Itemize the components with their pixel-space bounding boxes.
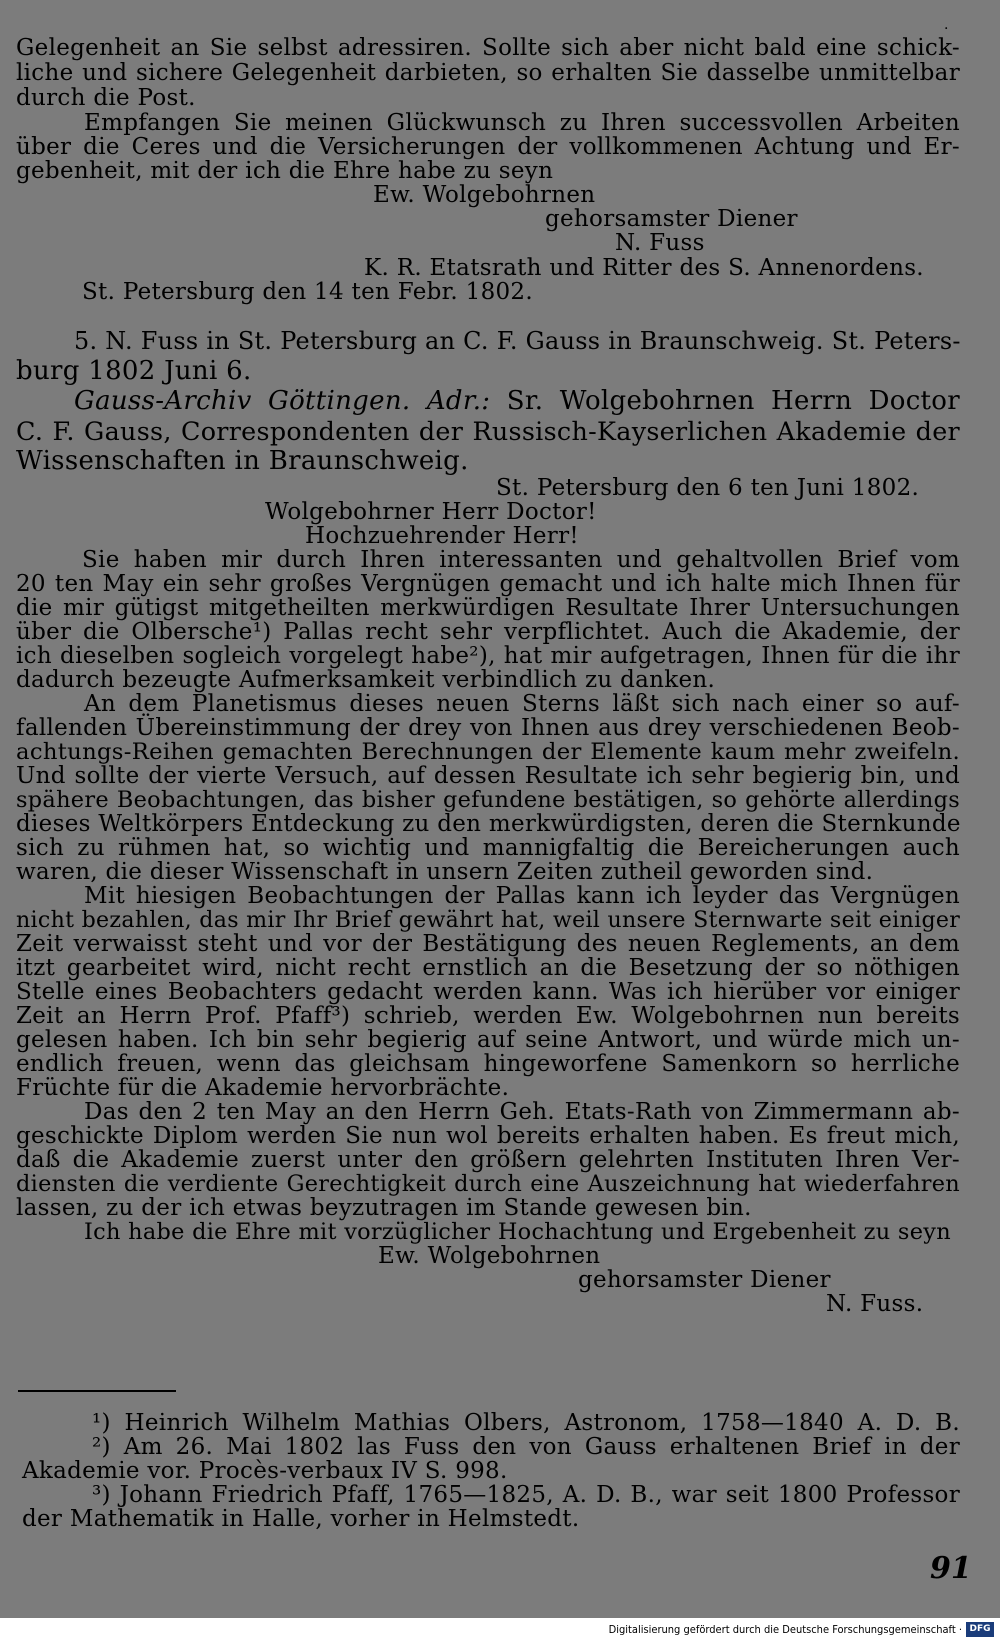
body-line: geschickte Diplom werden Sie nun wol bereits erhalten haben. Es freut mich,	[16, 1123, 960, 1149]
page-number: 91	[930, 1551, 972, 1586]
body-line: Das den 2 ten May an den Herrn Geh. Etats-Rath von Zimmermann ab-	[84, 1099, 960, 1125]
body-line: waren, die dieser Wissenschaft in unsern Zeiten zutheil geworden sind.	[16, 859, 874, 885]
footnote-line: ¹) Heinrich Wilhelm Mathias Olbers, Astronom, 1758—1840 A. D. B.	[92, 1410, 960, 1436]
body-line: Sie haben mir durch Ihren interessanten und gehaltvollen Brief vom	[82, 547, 960, 573]
footnote-line: ²) Am 26. Mai 1802 las Fuss den von Gauss erhaltenen Brief in der	[92, 1434, 960, 1460]
body-line: Mit hiesigen Beobachtungen der Pallas kann ich leyder das Vergnügen	[84, 883, 960, 909]
body-line: daß die Akademie zuerst unter den größern gelehrten Instituten Ihren Ver-	[16, 1147, 960, 1173]
address-text: Sr. Wolgebohrnen Herrn Doctor	[490, 386, 960, 416]
body-line: sich zu rühmen hat, so wichtig und mannigfaltig die Bereicherungen auch	[16, 835, 960, 861]
corner-mark: ·	[944, 21, 949, 37]
body-line: nicht bezahlen, das mir Ihr Brief gewährt hat, weil unsere Sternwarte seit einiger	[16, 907, 961, 933]
address-line: C. F. Gauss, Correspondenten der Russisch-Kayserlichen Akademie der	[16, 416, 960, 446]
text-line: Empfangen Sie meinen Glückwunsch zu Ihren successvollen Arbeiten	[84, 110, 960, 136]
body-line: Zeit an Herrn Prof. Pfaff³) schrieb, werden Ew. Wolgebohrnen nun bereits	[16, 1003, 960, 1029]
body-line: Zeit verwaisst steht und vor der Bestätigung des neuen Reglements, an dem	[16, 931, 960, 957]
body-line: dadurch bezeugte Aufmerksamkeit verbindlich zu danken.	[16, 667, 716, 693]
greeting: Hochzuehrender Herr!	[305, 523, 579, 549]
body-line: gelesen haben. Ich bin sehr begierig auf seine Antwort, und würde mich un-	[16, 1027, 960, 1053]
body-line: spähere Beobachtungen, das bisher gefundene bestätigen, so gehörte allerdings	[16, 787, 960, 813]
body-line: achtungs-Reihen gemachten Berechnungen der Elemente kaum mehr zweifeln.	[16, 739, 960, 765]
body-line: diensten die verdiente Gerechtigkeit durch eine Auszeichnung hat wiederfahren	[16, 1171, 960, 1197]
archive-address-line	[74, 386, 960, 416]
greeting: Wolgebohrner Herr Doctor!	[265, 499, 597, 525]
text-line: durch die Post.	[16, 85, 196, 111]
archive-reference: Gauss-Archiv Göttingen. Adr.:	[74, 386, 491, 416]
closing: gehorsamster Diener	[578, 1267, 831, 1293]
body-line: lassen, zu der ich etwas beyzutragen im Stande gewesen bin.	[16, 1195, 752, 1221]
body-line: 20 ten May ein sehr großes Vergnügen gemacht und ich halte mich Ihnen für	[16, 571, 960, 597]
text-line: Gelegenheit an Sie selbst adressiren. Sollte sich aber nicht bald eine schick-	[16, 35, 960, 61]
salutation: Ew. Wolgebohrnen	[378, 1243, 601, 1269]
signatory-title: K. R. Etatsrath und Ritter des S. Annenordens.	[364, 255, 924, 281]
body-line: An dem Planetismus dieses neuen Sterns läßt sich nach einer so auf-	[84, 691, 960, 717]
letter-heading-line: 5. N. Fuss in St. Petersburg an C. F. Gauss in Braunschweig. St. Peters-	[74, 327, 961, 355]
body-line: über die Olbersche¹) Pallas recht sehr verpflichtet. Auch die Akademie, der	[16, 619, 960, 645]
signature: N. Fuss	[615, 230, 705, 256]
footnote-line: ³) Johann Friedrich Pfaff, 1765—1825, A. D. B., war seit 1800 Professor	[92, 1482, 960, 1508]
footnote-line: Akademie vor. Procès-verbaux IV S. 998.	[22, 1458, 508, 1484]
body-line: Und sollte der vierte Versuch, auf dessen Resultate ich sehr begierig bin, und	[16, 763, 960, 789]
date-line: St. Petersburg den 6 ten Juni 1802.	[496, 475, 920, 501]
body-line: dieses Weltkörpers Entdeckung zu den merkwürdigsten, deren die Sternkunde	[16, 811, 961, 837]
text-line: über die Ceres und die Versicherungen der vollkommenen Achtung und Er-	[16, 134, 960, 160]
body-line: fallenden Übereinstimmung der drey von Ihnen aus drey verschiedenen Beob-	[16, 715, 960, 741]
place-date: St. Petersburg den 14 ten Febr. 1802.	[82, 279, 533, 305]
body-line: ich dieselben sogleich vorgelegt habe²), hat mir aufgetragen, Ihnen für die ihr	[16, 643, 960, 669]
dfg-logo: DFG	[966, 1622, 994, 1637]
text-line: liche und sichere Gelegenheit darbieten, so erhalten Sie dasselbe unmittelbar	[16, 60, 960, 86]
signature: N. Fuss.	[826, 1291, 924, 1317]
body-line: endlich freuen, wenn das gleichsam hingeworfene Samenkorn so herrliche	[16, 1051, 960, 1077]
funding-notice: Digitalisierung gefördert durch die Deutsche Forschungsgemeinschaft ·	[608, 1623, 962, 1636]
body-line: Stelle eines Beobachters gedacht werden kann. Was ich hierüber vor einiger	[16, 979, 960, 1005]
digitization-footer	[0, 1618, 1000, 1642]
footnote-line: der Mathematik in Halle, vorher in Helmstedt.	[22, 1506, 580, 1532]
body-line: itzt gearbeitet wird, nicht recht ernstlich an die Besetzung der so nöthigen	[16, 955, 960, 981]
closing: gehorsamster Diener	[545, 206, 798, 232]
footnote-divider	[18, 1390, 176, 1392]
body-line: Ich habe die Ehre mit vorzüglicher Hochachtung und Ergebenheit zu seyn	[84, 1219, 951, 1245]
letter-heading-line: burg 1802 Juni 6.	[16, 356, 252, 386]
body-line: die mir gütigst mitgetheilten merkwürdigen Resultate Ihrer Untersuchungen	[16, 595, 960, 621]
text-line: gebenheit, mit der ich die Ehre habe zu seyn	[16, 158, 554, 184]
body-line: Früchte für die Akademie hervorbrächte.	[16, 1075, 510, 1101]
salutation: Ew. Wolgebohrnen	[373, 182, 596, 208]
address-line: Wissenschaften in Braunschweig.	[16, 446, 469, 476]
